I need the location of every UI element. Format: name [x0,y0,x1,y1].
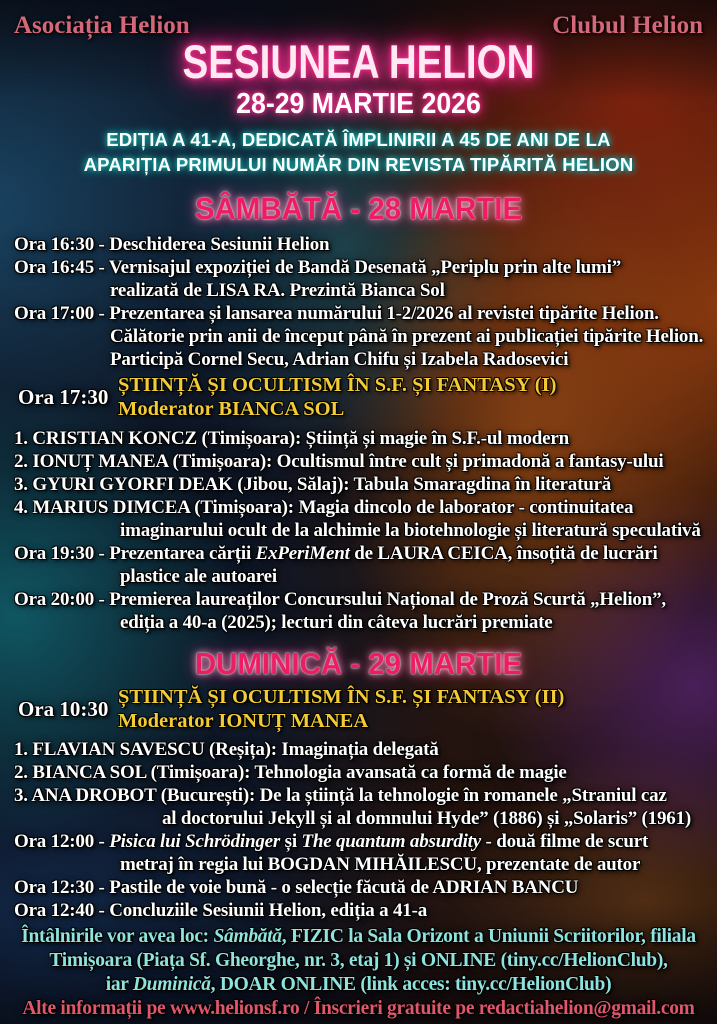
sunday-session-block [0,685,717,733]
saturday-session-block [0,373,717,421]
edition-note [0,127,717,177]
saturday-talks-list [14,427,717,634]
schedule-line: 2. BIANCA SOL (Timișoara): Tehnologia avansată ca formă de magie [14,762,567,783]
schedule-line: Participă Cornel Secu, Adrian Chifu și Izabela Radosevici [110,349,569,370]
venue-info-line: Timișoara (Piața Sf. Gheorghe, nr. 3, etaj 1) și ONLINE (tiny.cc/HelionClub), [49,950,668,971]
schedule-line: al doctorului Jekyll și al domnului Hyde” (1886) și „Solaris” (1961) [162,808,692,829]
schedule-line: 1. CRISTIAN KONCZ (Timișoara): Știință și magie în S.F.-ul modern [14,428,569,449]
event-date: 28-29 MARTIE 2026 [236,88,481,120]
event-title: SESIUNEA HELION [182,35,535,88]
schedule-line: Călătorie prin anii de început până în prezent ai publicației tipărite Helion. [110,326,704,347]
contact-line: Alte informații pe www.helionsf.ro / Înscrieri gratuite pe redactiahelion@gmail.com [22,998,695,1019]
sunday-talks-list [14,738,717,922]
schedule-line: Ora 16:45 - Vernisajul expoziției de Bandă Desenată „Periplu prin alte lumi” [14,257,622,278]
schedule-line: Ora 12:40 - Concluziile Sesiunii Helion, ediția a 41-a [14,900,427,921]
edition-line: APARIȚIA PRIMULUI NUMĂR DIN REVISTA TIPĂRITĂ HELION [83,154,634,175]
schedule-line: metraj în regia lui BOGDAN MIHĂILESCU, prezentate de autor [120,854,641,875]
venue-info-line: iar Duminică, DOAR ONLINE (link acces: tiny.cc/HelionClub) [105,974,612,995]
schedule-line: realizată de LISA RA. Prezintă Bianca Sol [110,280,445,301]
schedule-line: plastice ale autoarei [120,566,277,587]
schedule-line: Ora 12:00 - Pisica lui Schrödinger și The quantum absurdity - două filme de scurt [14,831,649,852]
session-title: ȘTIINȚĂ ȘI OCULTISM ÎN S.F. ȘI FANTASY (II) [118,686,565,708]
venue-info [0,925,717,997]
schedule-line: imaginarului ocult de la alchimie la biotehnologie și literatură speculativă [120,520,701,541]
schedule-line: Ora 12:30 - Pastile de voie bună - o selecție făcută de ADRIAN BANCU [14,877,579,898]
schedule-line: 1. FLAVIAN SAVESCU (Reșița): Imaginația delegată [14,739,439,760]
schedule-line: 3. GYURI GYORFI DEAK (Jibou, Sălaj): Tabula Smaragdina în literatură [14,474,612,495]
org-left-label: Asociația Helion [14,12,190,39]
session-time: Ora 17:30 [18,385,109,409]
schedule-line: 2. IONUȚ MANEA (Timișoara): Ocultismul între cult și primadonă a fantasy-ului [14,451,664,472]
edition-line: EDIȚIA A 41-A, DEDICATĂ ÎMPLINIRII A 45 DE ANI DE LA [106,129,611,150]
schedule-line: Ora 19:30 - Prezentarea cărții ExPeriMent de LAURA CEICA, însoțită de lucrări [14,543,658,564]
schedule-line: 4. MARIUS DIMCEA (Timișoara): Magia dincolo de laborator - continuitatea [14,497,634,518]
saturday-events-list [14,233,717,371]
org-right-label: Clubul Helion [552,12,703,39]
schedule-line: Ora 16:30 - Deschiderea Sesiunii Helion [14,234,330,255]
session-moderator: Moderator IONUȚ MANEA [118,710,369,732]
schedule-line: Ora 20:00 - Premierea laureaților Concursului Național de Proză Scurtă „Helion”, [14,589,666,610]
venue-info-line: Întâlnirile vor avea loc: Sâmbătă, FIZIC la Sala Orizont a Uniunii Scriitorilor, filiala [21,926,696,947]
day-heading-saturday: SÂMBĂTĂ - 28 MARTIE [194,191,523,226]
schedule-line: Ora 17:00 - Prezentarea și lansarea numărului 1-2/2026 al revistei tipărite Helion. [14,303,659,324]
session-title: ȘTIINȚĂ ȘI OCULTISM ÎN S.F. ȘI FANTASY (I) [118,374,557,396]
schedule-line: ediția a 40-a (2025); lecturi din câteva lucrări premiate [120,612,553,633]
day-heading-sunday: DUMINICĂ - 29 MARTIE [194,646,523,681]
session-moderator: Moderator BIANCA SOL [118,398,345,420]
schedule-line: 3. ANA DROBOT (București): De la știință la tehnologie în romanele „Straniul caz [14,785,667,806]
session-time: Ora 10:30 [18,697,109,721]
